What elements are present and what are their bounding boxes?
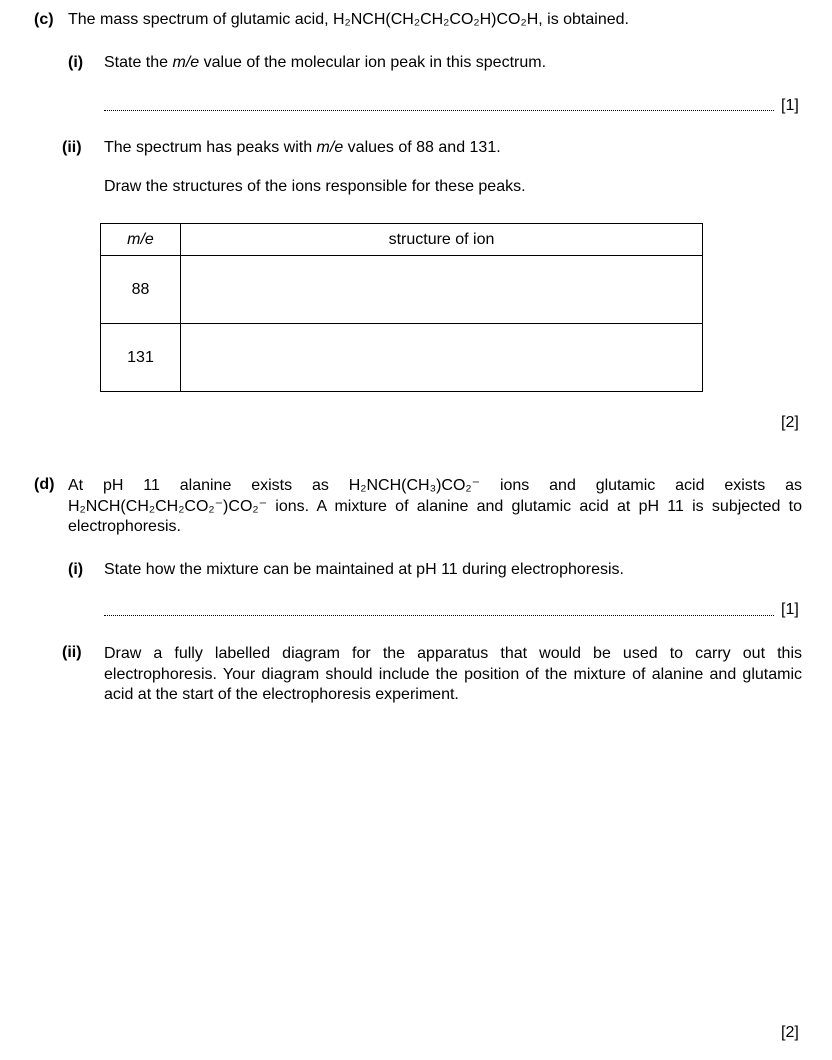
table-row xyxy=(101,324,703,392)
part-d-stem: At pH 11 alanine exists as H₂NCH(CH₃)CO₂⁻ ions and glutamic acid exists as H₂NCH(CH₂CH₂CO₂⁻)CO₂⁻ ions. A mixture of alanine and glutamic acid at pH 11 is subjected to electrophoresis. xyxy=(68,477,802,535)
part-c-i-label: (i) xyxy=(68,54,84,71)
diagram-answer-area[interactable] xyxy=(104,720,802,1020)
header-me: m/e xyxy=(101,224,181,256)
part-d-label: (d) xyxy=(34,476,55,493)
part-c-label: (c) xyxy=(34,11,54,28)
part-d-ii-question: Draw a fully labelled diagram for the apparatus that would be used to carry out this electrophoresis. Your diagram should include the position of the mixture of alanine and glutamic acid at the start of the electrophoresis experiment. xyxy=(104,645,802,703)
part-c-ii-instruction: Draw the structures of the ions responsible for these peaks. xyxy=(104,178,526,195)
answer-line-c-i[interactable] xyxy=(104,110,774,111)
part-d-ii-label: (ii) xyxy=(62,644,82,661)
structure-answer-cell[interactable] xyxy=(181,256,703,324)
part-c-i-question: State the m/e value of the molecular ion peak in this spectrum. xyxy=(104,54,547,71)
ion-structure-table xyxy=(100,223,703,392)
part-c-ii-question: The spectrum has peaks with m/e values of 88 and 131. xyxy=(104,139,501,156)
marks-c-ii: [2] xyxy=(781,414,799,431)
part-d-i-label: (i) xyxy=(68,561,84,578)
table-row xyxy=(101,256,703,324)
answer-line-d-i[interactable] xyxy=(104,615,774,616)
part-d-i-question: State how the mixture can be maintained at pH 11 during electrophoresis. xyxy=(104,561,624,578)
header-structure: structure of ion xyxy=(181,224,703,256)
me-value: 88 xyxy=(101,256,181,324)
marks-d-ii: [2] xyxy=(781,1024,799,1041)
marks-d-i: [1] xyxy=(781,601,799,618)
table-header-row xyxy=(101,224,703,256)
me-value: 131 xyxy=(101,324,181,392)
part-c-stem: The mass spectrum of glutamic acid, H₂NCH(CH₂CH₂CO₂H)CO₂H, is obtained. xyxy=(68,11,629,28)
marks-c-i: [1] xyxy=(781,97,799,114)
part-c-ii-label: (ii) xyxy=(62,139,82,156)
structure-answer-cell[interactable] xyxy=(181,324,703,392)
